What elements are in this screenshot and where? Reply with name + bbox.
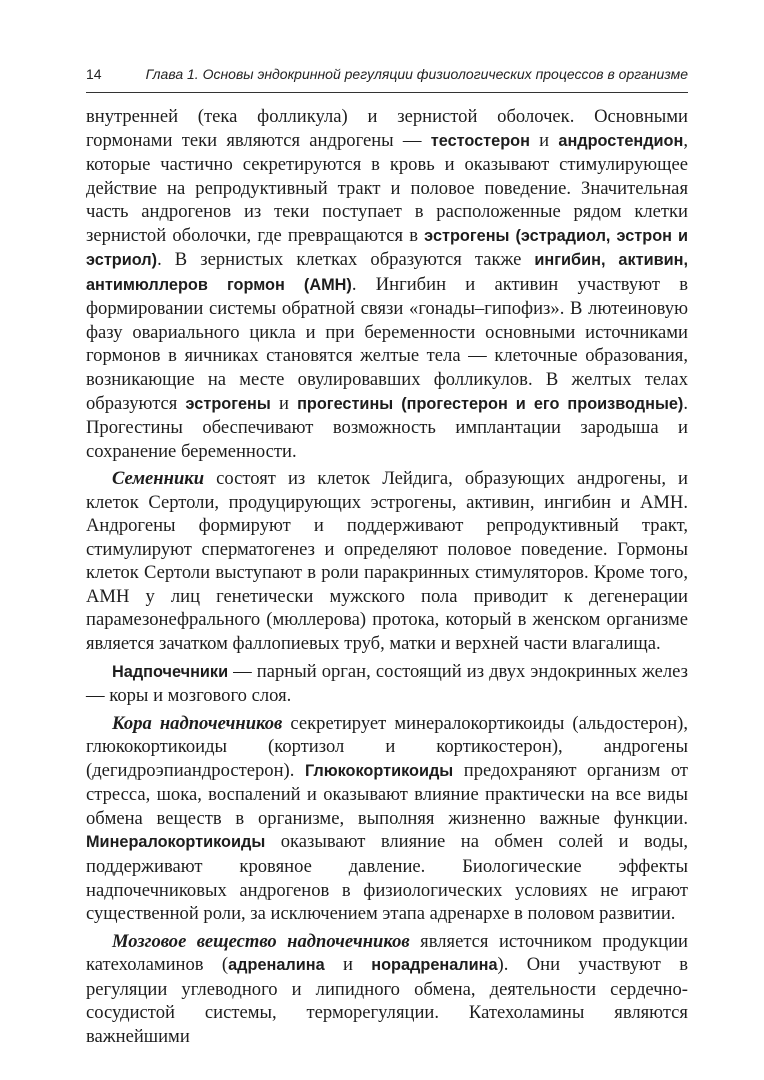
text-run: . Ингибин и активин участвуют в формировании системы обратной связи «гонады–гипофиз». В лютеиновую фазу овариального цикла и при беременности основными источниками гормонов в яичниках становятся желтые тела — клеточные образования, возникающие на месте овулировавших фолликулов. В желтых телах образуются bbox=[86, 273, 688, 414]
bold-term: Надпочечники bbox=[112, 662, 229, 681]
text-run: является источником продукции катехоламинов ( bbox=[86, 930, 688, 976]
text-run: внутренней (тека фолликула) и зернистой оболочек. Основными гормонами теки являются андрогены — bbox=[86, 106, 688, 151]
header-rule bbox=[86, 92, 688, 93]
paragraph-adrenal-medulla bbox=[86, 930, 688, 1049]
paragraph-adrenals bbox=[86, 660, 688, 708]
italic-heading-term: Кора надпочечников bbox=[112, 712, 283, 734]
text-run: и bbox=[270, 392, 298, 414]
italic-heading-term: Мозговое вещество надпочечников bbox=[112, 930, 410, 952]
text-run: предохраняют организм от стресса, шока, воспалений и оказывают влияние практически на все виды обмена веществ в организме, выполняя жизненно важные функции. bbox=[86, 759, 688, 829]
text-run: и bbox=[324, 954, 372, 976]
paragraph-adrenal-cortex bbox=[86, 712, 688, 926]
bold-term: тестостерон bbox=[430, 131, 530, 150]
bold-term: прогестины (прогестерон и его производные) bbox=[297, 394, 684, 413]
bold-term: норадреналина bbox=[371, 956, 498, 975]
body-text bbox=[86, 105, 688, 1048]
text-run: оказывают влияние на обмен солей и воды, поддерживают кровяное давление. Биологические эффекты надпочечниковых андрогенов в физиологических условиях не играют существенной роли, за исключением этапа адренархе в половом развитии. bbox=[86, 831, 688, 925]
text-run: состоят из клеток Лейдига, образующих андрогены, и клеток Сертоли, продуцирующих эстрогены, активин, ингибин и АМН. Андрогены формируют и поддерживают репродуктивный тракт, стимулируют сперматогенез и определяют половое поведение. Гормоны клеток Сертоли выступают в роли паракринных стимуляторов. Кроме того, АМН у лиц генетически мужского пола приводит к дегенерации парамезонефрального (мюллерова) протока, который в женском организме является зачатком фаллопиевых труб, матки и верхней части влагалища. bbox=[86, 468, 688, 655]
chapter-title: Глава 1. Основы эндокринной регуляции физиологических процессов в организме bbox=[145, 66, 688, 82]
text-run: — парный орган, состоящий из двух эндокринных желез — коры и мозгового слоя. bbox=[86, 660, 688, 707]
text-run: секретирует минералокортикоиды (альдостерон), глюкокортикоиды (кортизол и кортикостерон), андрогены (дегидроэпиандростерон). bbox=[86, 712, 689, 781]
paragraph-testes bbox=[86, 467, 688, 655]
text-run: , которые частично секретируются в кровь и оказывают стимулирующее действие на репродуктивный тракт и половое поведение. Значительная часть андрогенов из теки поступает в расположенные рядом клетки зернистой оболочки, где превращаются в bbox=[86, 129, 688, 246]
text-run: . Прогестины обеспечивают возможность имплантации зародыша и сохранение беременности. bbox=[86, 392, 688, 462]
page-number: 14 bbox=[86, 66, 102, 82]
running-header bbox=[86, 66, 688, 88]
text-run: ). Они участвуют в регуляции углеводного и липидного обмена, деятельности сердечно-сосудистой системы, терморегуляции. Катехоламины являются важнейшими bbox=[86, 954, 688, 1047]
bold-term: Минералокортикоиды bbox=[86, 833, 266, 852]
paragraph-ovary-hormones bbox=[86, 105, 688, 463]
text-run: . В зернистых клетках образуются также bbox=[157, 249, 535, 271]
bold-term: адреналина bbox=[228, 956, 325, 975]
bold-term: андростендион bbox=[558, 131, 684, 150]
text-run: и bbox=[529, 129, 559, 151]
bold-term: эстрогены (эстрадиол, эстрон и эстриол) bbox=[86, 226, 689, 270]
italic-heading-term: Семенники bbox=[112, 468, 205, 490]
bold-term: Глюкокортикоиды bbox=[304, 761, 454, 780]
bold-term: эстрогены bbox=[185, 394, 271, 413]
bold-term: ингибин, активин, антимюллеров гормон (АМН) bbox=[86, 251, 688, 294]
